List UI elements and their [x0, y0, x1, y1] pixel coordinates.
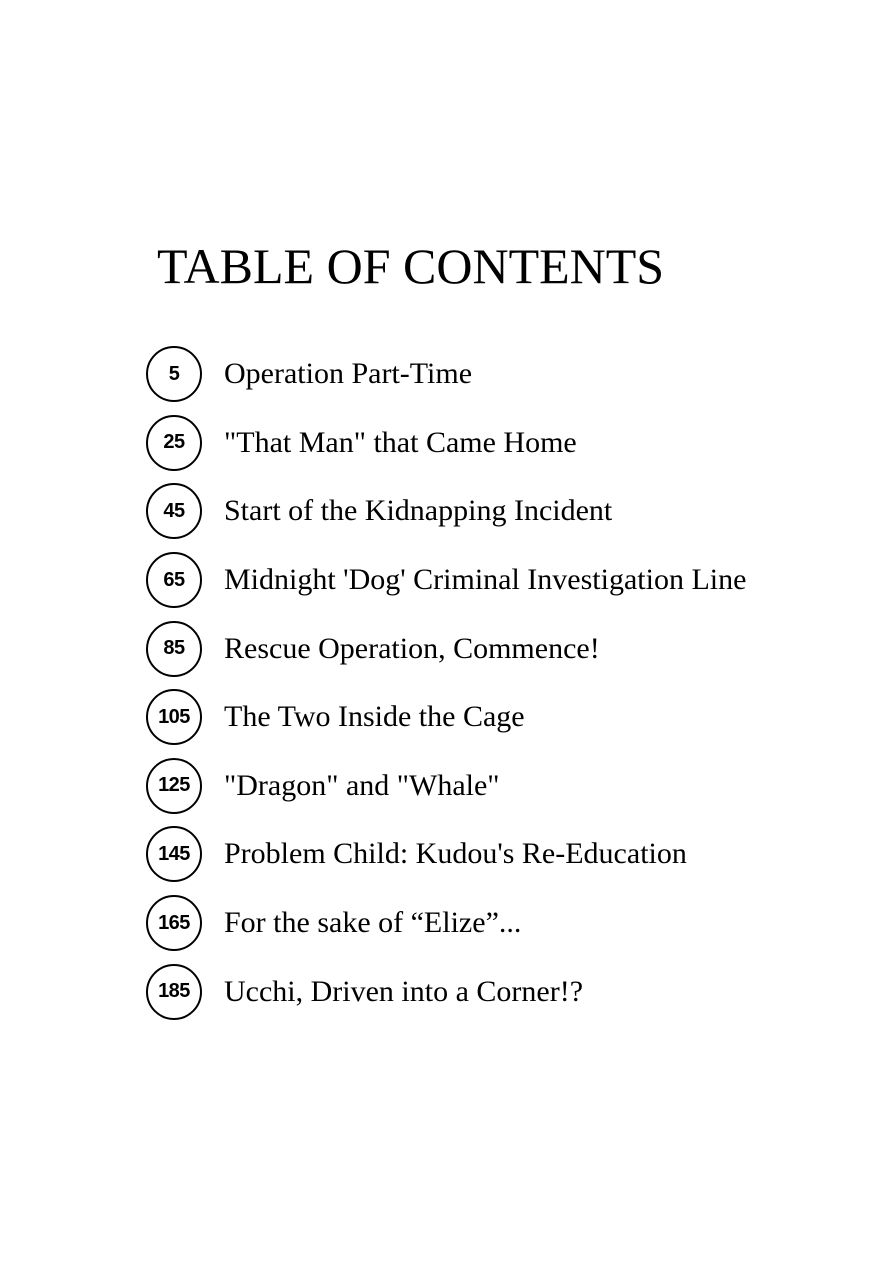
toc-list — [146, 340, 846, 1026]
toc-entry — [146, 340, 846, 409]
toc-entry — [146, 409, 846, 478]
chapter-title: For the sake of “Elize”... — [224, 906, 522, 940]
chapter-title: Start of the Kidnapping Incident — [224, 494, 613, 528]
toc-entry — [146, 683, 846, 752]
page-number-badge: 145 — [146, 826, 202, 882]
toc-entry — [146, 820, 846, 889]
chapter-title: Midnight 'Dog' Criminal Investigation Line — [224, 563, 747, 597]
chapter-title: Operation Part-Time — [224, 357, 473, 391]
chapter-title: The Two Inside the Cage — [224, 700, 525, 734]
toc-entry — [146, 752, 846, 821]
page-number-badge: 65 — [146, 552, 202, 608]
chapter-title: "Dragon" and "Whale" — [224, 768, 500, 802]
chapter-title: Problem Child: Kudou's Re-Education — [224, 837, 687, 871]
toc-entry — [146, 477, 846, 546]
page-number-badge: 125 — [146, 758, 202, 814]
page-number-badge: 105 — [146, 689, 202, 745]
chapter-title: "That Man" that Came Home — [224, 425, 577, 459]
page-number-badge: 25 — [146, 415, 202, 471]
chapter-title: Ucchi, Driven into a Corner!? — [224, 974, 584, 1008]
page-number-badge: 85 — [146, 621, 202, 677]
chapter-title: Rescue Operation, Commence! — [224, 631, 600, 665]
page-number-badge: 45 — [146, 483, 202, 539]
toc-entry — [146, 546, 846, 615]
toc-entry — [146, 889, 846, 958]
page-number-badge: 185 — [146, 964, 202, 1020]
toc-entry — [146, 614, 846, 683]
toc-entry — [146, 957, 846, 1026]
page-title: TABLE OF CONTENTS — [157, 238, 665, 294]
page-number-badge: 165 — [146, 895, 202, 951]
page-number-badge: 5 — [146, 346, 202, 402]
